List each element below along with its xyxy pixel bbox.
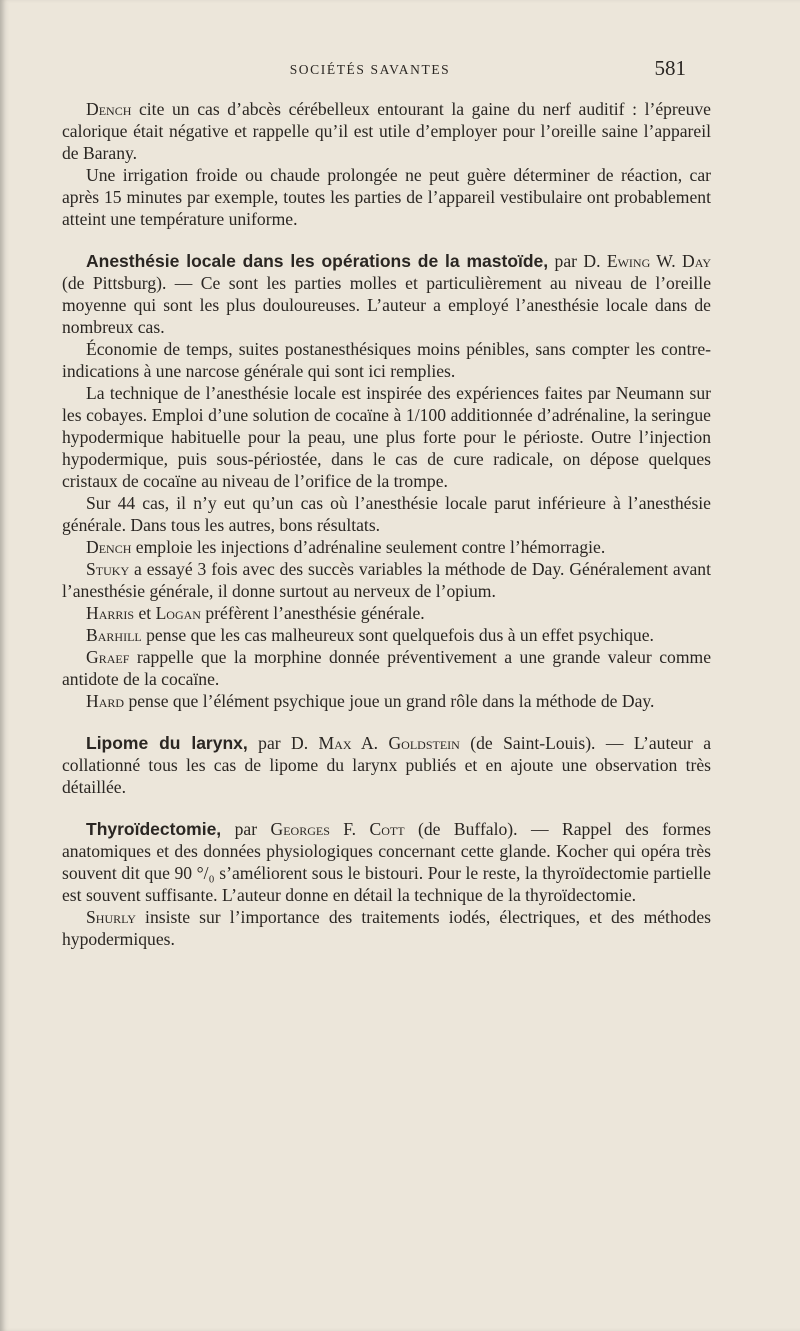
paragraph [62, 98, 711, 164]
paragraph-text: (de Pittsburg). — Ce sont les parties molles et particulièrement au niveau de l’oreille moyenne qui sont les plus douloureuses. L’auteur a employé l’anesthésie locale dans de nombreux cas. [62, 273, 711, 337]
paragraph-text: pense que l’élément psychique joue un grand rôle dans la méthode de Day. [124, 691, 655, 711]
paragraph [62, 906, 711, 950]
person-name: Harris [86, 603, 135, 623]
article-body [62, 98, 711, 950]
paragraph-text: rappelle que la morphine donnée préventivement a une grande valeur comme antidote de la cocaïne. [62, 647, 711, 689]
article-title: Lipome du larynx, [86, 733, 248, 753]
paragraph-text: a essayé 3 fois avec des succès variables la méthode de Day. Généralement avant l’anesthésie générale, il donne surtout au nerveux de l’opium. [62, 559, 711, 601]
person-name: Dench [86, 537, 132, 557]
author-name: Georges F. Cott [270, 819, 405, 839]
paragraph-text: cite un cas d’abcès cérébelleux entourant la gaine du nerf auditif : l’épreuve calorique était négative et rappelle qu’il est utile d’employer pour l’oreille saine l’appareil de Barany. [62, 99, 711, 163]
paragraph [62, 558, 711, 602]
article-title: Thyroïdectomie, [86, 819, 222, 839]
paragraph [62, 382, 711, 492]
author-prefix: par D. [247, 733, 319, 753]
paragraph-text: pense que les cas malheureux sont quelquefois dus à un effet psychique. [141, 625, 654, 645]
paragraph-text: La technique de l’anesthésie locale est inspirée des expériences faites par Neumann sur les cobayes. Emploi d’une solution de cocaïne à 1/100 additionnée d’adrénaline, la seringue hypodermique habituelle pour la peau, une plus forte pour le périoste. Outre l’injection hypodermique, puis sous-périostée, dans le cas de cure radicale, on dépose quelques cristaux de cocaïne au niveau de l’orifice de la trompe. [62, 383, 711, 491]
page-header [60, 56, 686, 86]
name-join: et [134, 603, 156, 623]
paragraph [62, 646, 711, 690]
paragraph [62, 164, 711, 230]
paragraph-text: (de Buffalo). — Rappel des formes anatomiques et des données physiologiques concernant cette glande. Kocher qui opéra très souvent dit que 90 °/₀ s’améliorent sous le bistouri. Pour le reste, la thyroïdectomie partielle est souvent suffisante. L’auteur donne en détail la technique de la thyroïdectomie. [62, 819, 711, 905]
running-head: SOCIÉTÉS SAVANTES [289, 62, 451, 77]
article-title: Anesthésie locale dans les opérations de la mastoïde, [86, 251, 549, 271]
paragraph-text: Sur 44 cas, il n’y eut qu’un cas où l’anesthésie locale parut inférieure à l’anesthésie générale. Dans tous les autres, bons résultats. [62, 493, 711, 535]
paragraph-text: insiste sur l’importance des traitements iodés, électriques, et des méthodes hypodermiques. [62, 907, 711, 949]
paragraph [62, 602, 711, 624]
person-name: Stuky [86, 559, 130, 579]
author-name: Max A. Goldstein [318, 733, 460, 753]
person-name: Graef [86, 647, 130, 667]
person-name: Hard [86, 691, 125, 711]
paragraph [62, 624, 711, 646]
paragraph-text: emploie les injections d’adrénaline seulement contre l’hémorragie. [131, 537, 606, 557]
author-name: Ewing W. Day [606, 251, 711, 271]
paragraph-text: (de Saint-Louis). — L’auteur a collationné tous les cas de lipome du larynx publiés et en ajoute une observation très détaillée. [62, 733, 712, 797]
author-prefix: par D. [548, 251, 607, 271]
article-heading-paragraph [62, 732, 711, 798]
person-name: Shurly [86, 907, 136, 927]
article-heading-paragraph [62, 250, 711, 338]
paragraph [62, 338, 711, 382]
paragraph [62, 492, 711, 536]
paragraph [62, 690, 711, 712]
person-name: Dench [86, 99, 132, 119]
author-prefix: par [221, 819, 271, 839]
page-number: 581 [654, 56, 686, 80]
paragraph-text: préfèrent l’anesthésie générale. [200, 603, 425, 623]
person-name: Logan [155, 603, 201, 623]
paragraph-text: Économie de temps, suites postanesthésiques moins pénibles, sans compter les contre-indications à une narcose générale qui sont ici remplies. [62, 339, 711, 381]
paragraph-text: Une irrigation froide ou chaude prolongée ne peut guère déterminer de réaction, car après 15 minutes par exemple, toutes les parties de l’appareil vestibulaire ont probablement atteint une température uniforme. [62, 165, 711, 229]
article-heading-paragraph [62, 818, 711, 906]
person-name: Barhill [86, 625, 142, 645]
paragraph [62, 536, 711, 558]
